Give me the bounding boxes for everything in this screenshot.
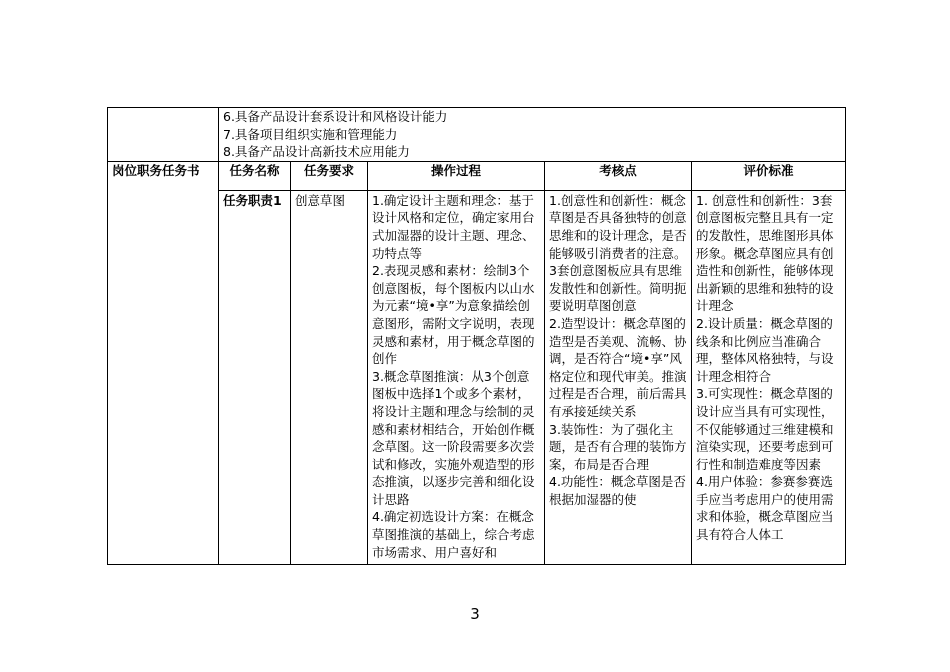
column-header-task-requirement: 任务要求 [291,161,368,190]
operation-process-cell: 1.确定设计主题和理念：基于设计风格和定位，确定家用台式加湿器的设计主题、理念、功特点等 2.表现灵感和素材：绘制3个创意图板，每个图板内以山水为元素“境•享”为意象描绘创意图形，需附文字说明，表现灵感和素材，用于概念草图的创作 3.概念草图推演：从3个创意图板中选择1个或多个素材，将设计主题和理念与绘制的灵感和素材相结合，开始创作概念草图。这一阶段需要多次尝试和修改，实施外观造型的形态推演，以逐步完善和细化设计思路 4.确定初选设计方案：在概念草图推演的基础上，综合考虑市场需求、用户喜好和 [368,190,545,564]
task-requirement-cell: 创意草图 [291,190,368,564]
ability-list-cell [219,108,846,162]
page-number: 3 [470,605,480,623]
task-name-cell: 任务职责1 [219,190,291,564]
assessment-points-cell: 1.创意性和创新性：概念草图是否具备独特的创意思维和的设计理念，是否能够吸引消费者的注意。3套创意图板应具有思维发散性和创新性。简明扼要说明草图创意 2.造型设计：概念草图的造型是否美观、流畅、协调，是否符合“境•享”风格定位和现代审美。推演过程是否合理，前后需具有承接延续关系 3.装饰性：为了强化主题，是否有合理的装饰方案，布局是否合理 4.功能性：概念草图是否根据加湿器的使 [545,190,692,564]
evaluation-criteria-cell: 1. 创意性和创新性：3套创意图板完整且具有一定的发散性，思维图形具体形象。概念草图应具有创造性和创新性，能够体现出新颖的思维和独特的设计理念 2.设计质量：概念草图的线条和比例应当准确合理，整体风格独特，与设计理念相符合 3.可实现性：概念草图的设计应当具有可实现性，不仅能够通过三维建模和渲染实现，还要考虑到可行性和制造难度等因素 4.用户体验：参赛参赛选手应当考虑用户的使用需求和体验，概念草图应当具有符合人体工 [692,190,846,564]
column-header-evaluation-criteria: 评价标准 [692,161,846,190]
ability-item: 7.具备项目组织实施和管理能力 [223,126,398,142]
ability-item: 8.具备产品设计高新技术应用能力 [223,144,410,160]
column-header-operation-process: 操作过程 [368,161,545,190]
section-label-task-book: 岗位职务任务书 [108,161,219,564]
task-book-header-row [108,161,846,190]
ability-row [108,108,846,162]
ability-item: 6.具备产品设计套系设计和风格设计能力 [223,109,448,124]
column-header-task-name: 任务名称 [219,161,291,190]
task-book-table [107,107,846,565]
task-row [108,190,846,564]
ability-row-label-cell [108,108,219,162]
column-header-assessment-points: 考核点 [545,161,692,190]
